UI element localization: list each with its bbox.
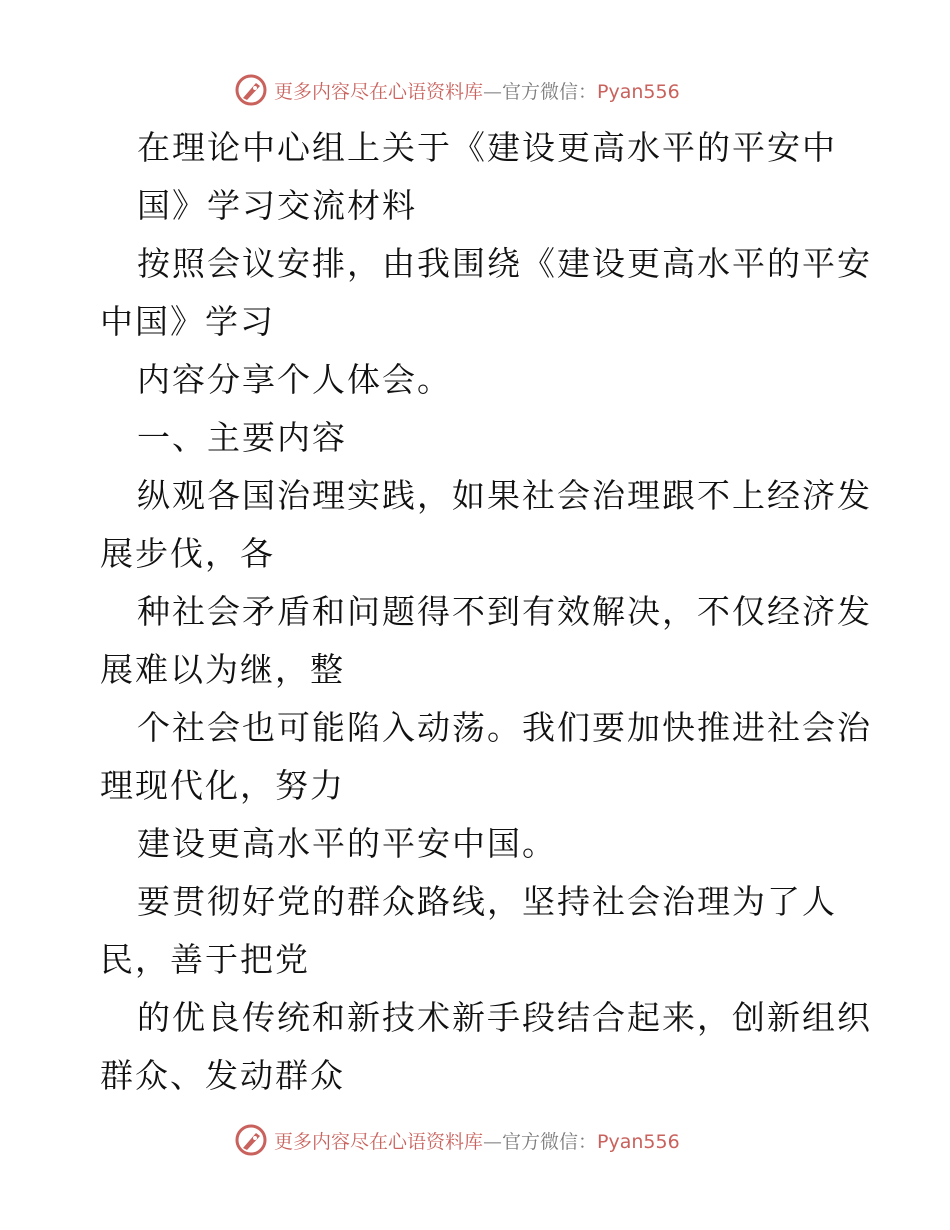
document-line: 展步伐，各 bbox=[100, 534, 275, 573]
header-banner-main: 更多内容尽在心语资料库 bbox=[274, 80, 484, 103]
document-line: 种社会矛盾和问题得不到有效解决，不仅经济发 bbox=[137, 592, 872, 631]
pen-nib-logo-icon bbox=[234, 1123, 268, 1157]
document-line: 纵观各国治理实践，如果社会治理跟不上经济发 bbox=[137, 476, 872, 515]
footer-banner-content bbox=[234, 1120, 680, 1160]
footer-banner-text bbox=[274, 1127, 680, 1154]
document-line: 在理论中心组上关于《建设更高水平的平安中 bbox=[137, 128, 837, 167]
header-banner-content bbox=[234, 70, 680, 110]
header-banner-text bbox=[274, 77, 680, 104]
document-line: 内容分享个人体会。 bbox=[137, 360, 452, 399]
document-line: 国》学习交流材料 bbox=[137, 186, 417, 225]
header-banner bbox=[0, 70, 950, 110]
document-line: 的优良传统和新技术新手段结合起来，创新组织 bbox=[137, 998, 872, 1037]
footer-banner-wechat-id: Pyan556 bbox=[597, 1130, 680, 1153]
document-line: 民，善于把党 bbox=[100, 940, 310, 979]
document-line: 中国》学习 bbox=[100, 302, 275, 341]
document-line: 群众、发动群众 bbox=[100, 1056, 345, 1095]
pen-nib-logo-icon bbox=[234, 73, 268, 107]
footer-banner bbox=[0, 1120, 950, 1160]
footer-banner-main: 更多内容尽在心语资料库 bbox=[274, 1130, 484, 1153]
document-line: 要贯彻好党的群众路线，坚持社会治理为了人 bbox=[137, 882, 837, 921]
header-banner-wechat-id: Pyan556 bbox=[597, 80, 680, 103]
document-line: 一、主要内容 bbox=[137, 418, 347, 457]
document-line: 展难以为继，整 bbox=[100, 650, 345, 689]
document-line: 建设更高水平的平安中国。 bbox=[137, 824, 557, 863]
header-banner-separator: — bbox=[483, 80, 503, 103]
footer-banner-label: 官方微信： bbox=[502, 1130, 598, 1153]
header-banner-label: 官方微信： bbox=[502, 80, 598, 103]
document-line: 按照会议安排，由我围绕《建设更高水平的平安 bbox=[137, 244, 872, 283]
document-line: 理现代化，努力 bbox=[100, 766, 345, 805]
document-line: 个社会也可能陷入动荡。我们要加快推进社会治 bbox=[137, 708, 872, 747]
footer-banner-separator: — bbox=[483, 1130, 503, 1153]
